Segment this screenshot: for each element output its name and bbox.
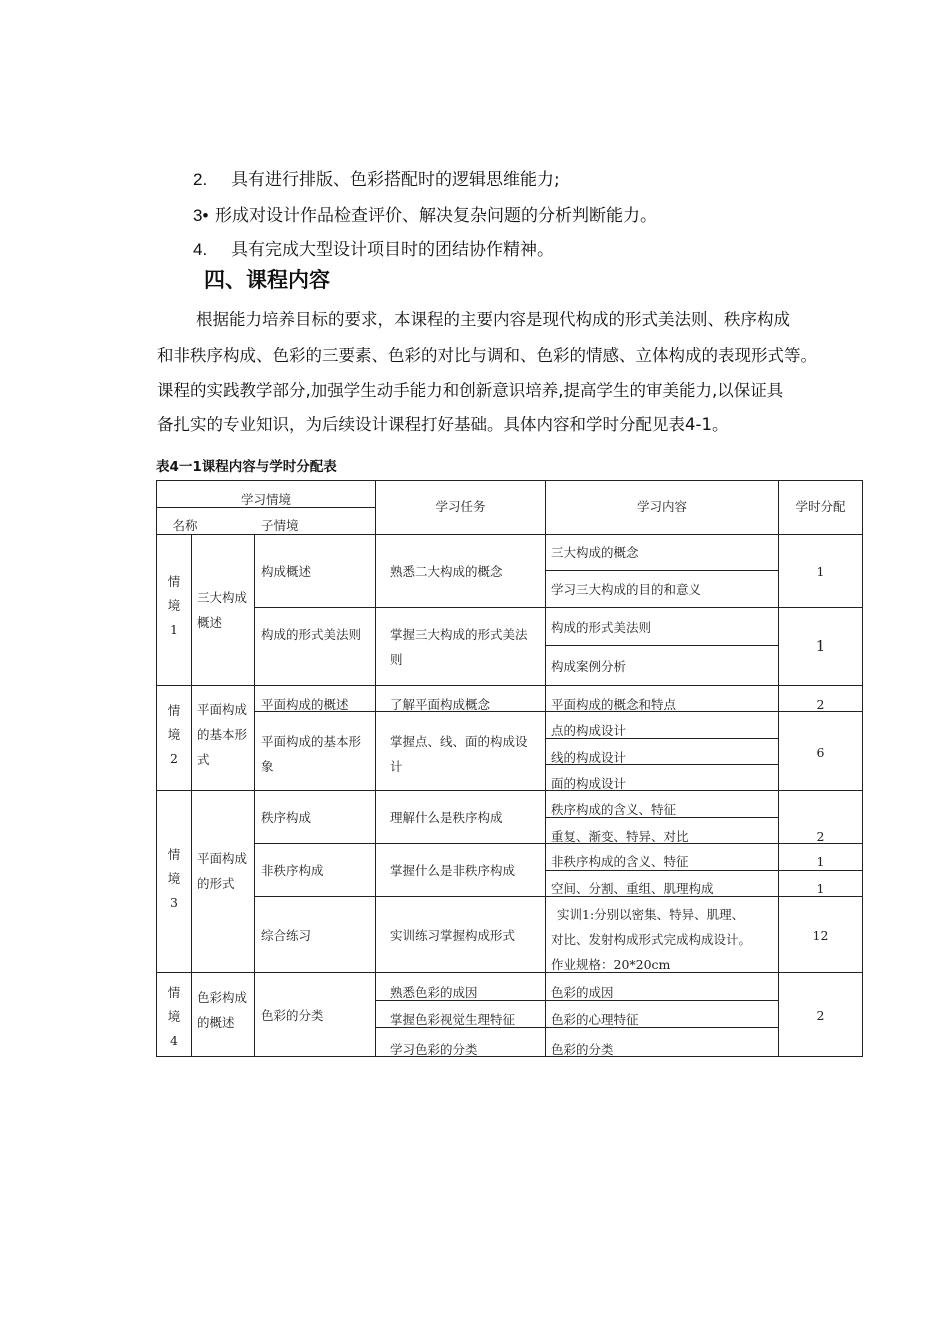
table-border-top	[156, 480, 863, 481]
row-divider	[545, 645, 779, 646]
table-border-right	[862, 480, 863, 1057]
learning-content: 秩序构成的含义、特征	[551, 802, 677, 817]
learning-content: 色彩的心理特征	[551, 1012, 639, 1027]
row-divider	[156, 972, 863, 973]
sub-situation: 非秩序构成	[261, 863, 324, 878]
hours: 1	[816, 881, 825, 896]
row-divider	[254, 607, 863, 608]
header-content: 学习内容	[636, 499, 687, 514]
table-border-bottom	[156, 1056, 863, 1057]
header-task: 学习任务	[435, 499, 486, 514]
hours: 2	[816, 829, 825, 844]
learning-task: 掌握点、线、面的构成设计	[390, 734, 528, 774]
learning-task: 理解什么是秩序构成	[390, 810, 503, 825]
col-divider-task	[375, 480, 376, 1057]
learning-content: 空间、分割、重组、肌理构成	[551, 881, 714, 896]
col-divider-name	[191, 534, 192, 1057]
learning-task: 掌握三大构成的形式美法则	[390, 627, 528, 667]
learning-content: 重复、渐变、特异、对比	[551, 829, 689, 844]
header-hours: 学时分配	[795, 499, 846, 514]
header-situation: 学习情境	[240, 492, 291, 507]
col-divider-content	[545, 480, 546, 1057]
learning-task: 掌握色彩视觉生理特征	[390, 1012, 516, 1027]
learning-content: 色彩的成因	[551, 985, 614, 1000]
hours: 1	[816, 854, 825, 869]
learning-task: 了解平面构成概念	[390, 697, 491, 712]
learning-task: 熟悉色彩的成因	[390, 985, 478, 1000]
header-name: 名称	[172, 518, 198, 533]
ability-item-number: 3•	[193, 206, 209, 225]
hours: 1	[816, 564, 825, 579]
paragraph-line-3: 课程的实践教学部分,加强学生动手能力和创新意识培养,提高学生的审美能力,以保证具	[157, 381, 784, 400]
row-divider	[156, 790, 863, 791]
learning-content: 实训1:分别以密集、特异、肌理、	[557, 907, 745, 922]
learning-content: 平面构成的概念和特点	[551, 697, 677, 712]
learning-content: 色彩的分类	[551, 1042, 614, 1057]
situation-3-label: 情境3	[167, 847, 181, 910]
sub-situation: 综合练习	[261, 928, 312, 943]
hours: 12	[812, 928, 829, 943]
hours: 6	[816, 745, 825, 760]
situation-4-name: 色彩构成的概述	[197, 990, 248, 1030]
sub-situation: 平面构成的基本形象	[261, 734, 362, 774]
situation-2-name: 平面构成的基本形式	[197, 702, 248, 767]
paragraph-line-4: 备扎实的专业知识，为后续设计课程打好基础。具体内容和学时分配见表4-1。	[157, 415, 729, 434]
sub-situation: 色彩的分类	[261, 1008, 324, 1023]
learning-content: 作业规格：20*20cm	[551, 957, 671, 972]
hours: 2	[816, 697, 825, 712]
learning-content: 学习三大构成的目的和意义	[551, 582, 702, 597]
ability-item-text: 具有进行排版、色彩搭配时的逻辑思维能力;	[231, 170, 560, 190]
learning-content: 构成的形式美法则	[551, 620, 652, 635]
hours: 2	[816, 1008, 825, 1023]
sub-situation: 秩序构成	[261, 810, 312, 825]
paragraph-line-1: 根据能力培养目标的要求，本课程的主要内容是现代构成的形式美法则、秩序构成	[196, 310, 790, 329]
col-divider-sub	[254, 534, 255, 1057]
learning-content: 线的构成设计	[551, 750, 627, 765]
situation-3-name: 平面构成的形式	[197, 851, 248, 891]
section-heading: 四、课程内容	[204, 268, 330, 292]
header-sub: 子情境	[261, 518, 299, 533]
learning-task: 学习色彩的分类	[390, 1042, 478, 1057]
ability-item-number: 4.	[193, 240, 208, 259]
learning-content: 点的构成设计	[551, 723, 627, 738]
ability-item-text: 形成对设计作品检查评价、解决复杂问题的分析判断能力。	[215, 206, 657, 226]
sub-situation: 平面构成的概述	[261, 697, 349, 712]
paragraph-line-2: 和非秩序构成、色彩的三要素、色彩的对比与调和、色彩的情感、立体构成的表现形式等。	[157, 346, 817, 365]
learning-content: 非秩序构成的含义、特征	[551, 854, 689, 869]
learning-content: 面的构成设计	[551, 776, 627, 791]
table-border-left	[156, 480, 157, 1057]
learning-task: 实训练习掌握构成形式	[390, 928, 516, 943]
sub-situation: 构成的形式美法则	[261, 627, 362, 642]
situation-4-label: 情境4	[167, 985, 181, 1048]
table-caption: 表4一1课程内容与学时分配表	[156, 459, 337, 475]
ability-item-number: 2.	[193, 170, 208, 189]
row-divider	[156, 685, 863, 686]
ability-item-text: 具有完成大型设计项目时的团结协作精神。	[231, 240, 554, 260]
learning-task: 掌握什么是非秩序构成	[390, 863, 516, 878]
situation-1-name: 三大构成概述	[197, 590, 248, 630]
situation-2-label: 情境2	[167, 703, 181, 766]
learning-content: 构成案例分析	[551, 659, 627, 674]
sub-situation: 构成概述	[261, 564, 312, 579]
row-divider	[545, 570, 779, 571]
hours: 1	[815, 637, 826, 655]
situation-1-label: 情境1	[167, 574, 181, 637]
learning-content: 对比、发射构成形式完成构成设计。	[551, 932, 752, 947]
learning-content: 三大构成的概念	[551, 545, 639, 560]
learning-task: 熟悉二大构成的概念	[390, 564, 503, 579]
